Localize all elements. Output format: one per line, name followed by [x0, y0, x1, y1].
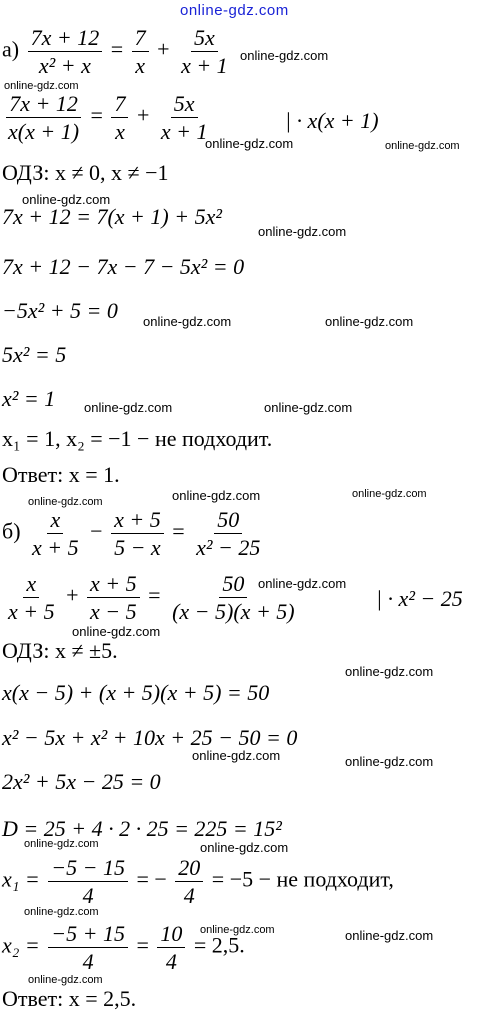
fraction: $\frac{7}{x}$ — [132, 26, 149, 77]
fraction: $\frac{7}{x}$ — [111, 92, 128, 143]
watermark: online-gdz.com — [352, 488, 427, 500]
part-b-step-1: x(x − 5) + (x + 5)(x + 5) = 50 — [2, 680, 270, 705]
watermark: online-gdz.com — [28, 974, 103, 986]
part-a-step-2: 7x + 12 − 7x − 7 − 5x² = 0 — [2, 254, 245, 279]
part-b-odz: ОДЗ: x ≠ ±5. — [2, 638, 118, 663]
fraction: $\frac{x + 5}{5 - x}$ — [111, 508, 164, 559]
part-a-label: а) — [2, 36, 20, 62]
watermark: online-gdz.com — [200, 924, 275, 936]
part-b-multiplier: | · x² − 25 — [376, 586, 463, 611]
part-b-equation: б) $\frac{x}{x + 5}$ − $\frac{x + 5}{5 - x}$ = $\frac{50}{\text{x² − 25}}$ — [2, 508, 266, 559]
watermark: online-gdz.com — [264, 400, 353, 415]
watermark: online-gdz.com — [28, 496, 103, 508]
watermark: online-gdz.com — [345, 928, 434, 943]
watermark: online-gdz.com — [84, 400, 173, 415]
part-a-step-3: −5x² + 5 = 0 — [2, 298, 118, 323]
fraction: $\frac{x + 5}{x - 5}$ — [87, 572, 140, 623]
watermark: online-gdz.com — [200, 840, 289, 855]
fraction: $\frac{5x}{x + 1}$ — [160, 91, 208, 145]
fraction: $\frac{10}{4}$ — [157, 922, 185, 973]
watermark: online-gdz.com — [325, 314, 414, 329]
fraction: $\frac{50}{\text{x² − 25}}$ — [196, 507, 261, 561]
watermark: online-gdz.com — [385, 140, 460, 152]
part-a-odz: ОДЗ: x ≠ 0, x ≠ −1 — [2, 160, 169, 185]
watermark: online-gdz.com — [172, 488, 261, 503]
fraction: $\frac{50}{(x - 5)(x + 5)}$ — [172, 571, 295, 625]
watermark: online-gdz.com — [24, 838, 99, 850]
part-a-equation: а) $\frac{7x + 12}{\text{x² + x}}$ = $\frac{7}{x}$ + $\frac{5x}{x + 1}$ — [2, 26, 234, 77]
watermark: online-gdz.com — [258, 576, 347, 591]
part-b-label: б) — [2, 518, 21, 544]
part-b-step-2: x² − 5x + x² + 10x + 25 − 50 = 0 — [2, 725, 298, 750]
site-header-watermark: online-gdz.com — [180, 2, 289, 19]
part-a-step-5: x² = 1 — [2, 386, 56, 411]
fraction: $\frac{x}{x + 5}$ — [32, 507, 79, 561]
watermark: online-gdz.com — [192, 748, 281, 763]
watermark: online-gdz.com — [22, 192, 111, 207]
fraction: $\frac{-5 + 15}{4}$ — [48, 922, 128, 973]
part-a-step-4: 5x² = 5 — [2, 342, 67, 367]
fraction: $\frac{7x + 12}{x(x + 1)}$ — [8, 91, 80, 145]
part-b-discriminant: D = 25 + 4 · 2 · 25 = 225 = 15² — [2, 816, 282, 841]
watermark: online-gdz.com — [345, 754, 434, 769]
fraction: $\frac{-5 - 15}{4}$ — [48, 856, 128, 907]
part-a-step-1: 7x + 12 = 7(x + 1) + 5x² — [2, 204, 222, 229]
fraction: $\frac{x}{x + 5}$ — [8, 571, 55, 625]
watermark: online-gdz.com — [258, 224, 347, 239]
watermark: online-gdz.com — [345, 664, 434, 679]
part-b-root-1: x₁ = $\frac{-5 - 15}{4}$ = − $\frac{20}{4}$ = −5 − не подходит, — [2, 855, 394, 909]
watermark: online-gdz.com — [4, 80, 79, 92]
fraction: $\frac{20}{4}$ — [175, 856, 203, 907]
watermark: online-gdz.com — [205, 136, 294, 151]
fraction: $\frac{5x}{x + 1}$ — [181, 25, 228, 79]
part-b-root-2: x₂ = $\frac{-5 + 15}{4}$ = $\frac{10}{4}$ = 2,5. — [2, 921, 245, 975]
part-b-answer: Ответ: x = 2,5. — [2, 986, 137, 1011]
part-a-answer: Ответ: x = 1. — [2, 462, 120, 487]
part-a-equation-factored: $\frac{7x + 12}{x(x + 1)}$ = $\frac{7}{x}$ + $\frac{5x}{x + 1}$ — [2, 92, 214, 143]
watermark: online-gdz.com — [143, 314, 232, 329]
watermark: online-gdz.com — [240, 48, 329, 63]
fraction: $\frac{7x + 12}{\text{x² + x}}$ — [28, 26, 103, 77]
part-b-step-3: 2x² + 5x − 25 = 0 — [2, 769, 161, 794]
watermark: online-gdz.com — [72, 624, 161, 639]
part-a-multiplier: | · x(x + 1) — [285, 108, 379, 133]
part-b-equation-factored: $\frac{x}{x + 5}$ + $\frac{x + 5}{x - 5}$ = $\frac{50}{(x - 5)(x + 5)}$ — [2, 572, 301, 623]
watermark: online-gdz.com — [24, 906, 99, 918]
part-a-roots: x₁ = 1, x₂ = −1 − не подходит. — [2, 426, 273, 451]
